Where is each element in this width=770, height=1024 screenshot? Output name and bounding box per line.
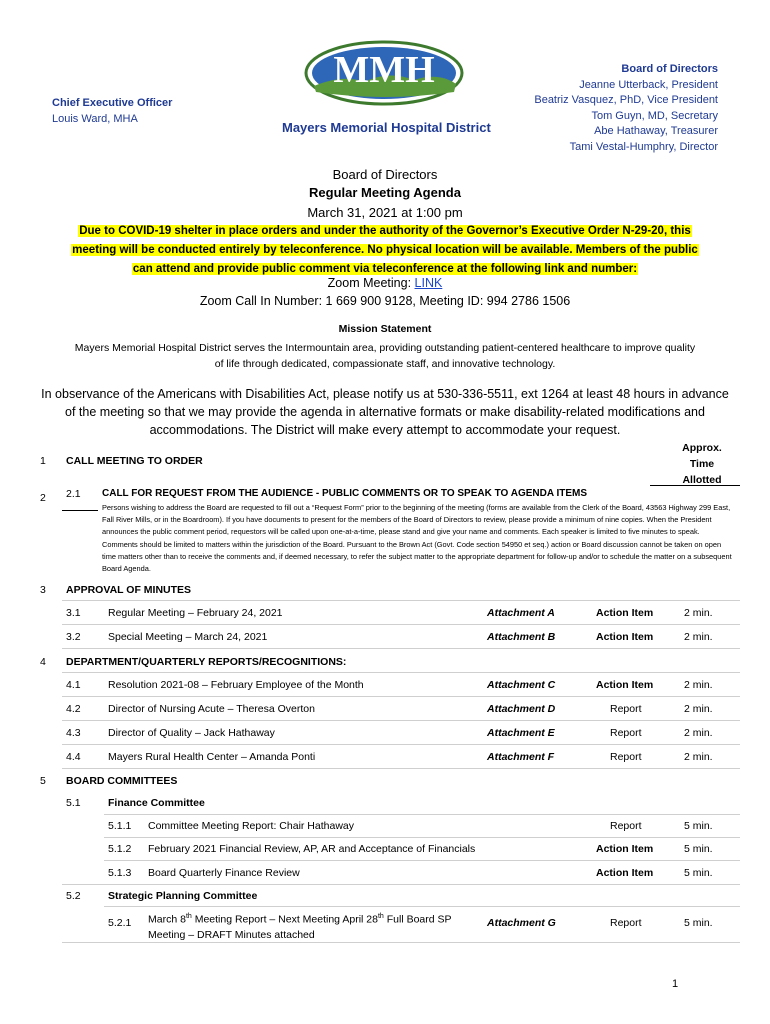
row-divider xyxy=(104,860,740,861)
attachment-label: Attachment C xyxy=(487,679,556,691)
mission-title: Mission Statement xyxy=(338,323,432,335)
item-time: 2 min. xyxy=(684,679,713,691)
allotted-label: Allotted xyxy=(682,474,722,486)
item-description: February 2021 Financial Review, AP, AR and Acceptance of Financials xyxy=(148,843,476,855)
superscript: th xyxy=(377,913,384,920)
zoom-meeting xyxy=(0,276,770,290)
approx-time-header xyxy=(670,440,734,488)
mmh-logo xyxy=(304,40,464,106)
desc-part: Meeting – DRAFT Minutes attached xyxy=(148,928,315,941)
attachment-label: Attachment E xyxy=(487,727,555,739)
ceo-name: Louis Ward, MHA xyxy=(52,113,138,125)
item-number: 5.1.2 xyxy=(108,843,132,855)
board-member: Jeanne Utterback, President xyxy=(579,78,718,91)
item-description: Board Quarterly Finance Review xyxy=(148,867,300,879)
item-number: 5.1.3 xyxy=(108,867,132,879)
section-title: CALL MEETING TO ORDER xyxy=(66,455,203,467)
section-number: 3 xyxy=(40,584,46,596)
section-number: 4 xyxy=(40,656,46,668)
divider xyxy=(62,510,98,511)
page-number: 1 xyxy=(672,978,679,990)
notice-line2: meeting will be conducted entirely by teleconference. No physical location will be available. Members of the public xyxy=(72,244,698,256)
ceo-title: Chief Executive Officer xyxy=(52,97,173,109)
item-type: Report xyxy=(610,820,642,832)
row-divider xyxy=(104,814,740,815)
item-time: 5 min. xyxy=(684,867,713,879)
attachment-label: Attachment B xyxy=(487,631,556,643)
mission-text: Mayers Memorial Hospital District serves the Intermountain area, providing outstanding patient-centered healthcare to improve quality of life through dedicated, compassionate staff, and innovative technology. xyxy=(74,342,696,370)
item-description: Special Meeting – March 24, 2021 xyxy=(108,631,268,643)
section-number: 2 xyxy=(40,492,46,504)
board-title: Board of Directors xyxy=(621,63,718,75)
desc-part: March 8 xyxy=(148,913,186,926)
row-divider xyxy=(62,884,740,885)
divider xyxy=(650,485,740,486)
zoom-call-in: Zoom Call In Number: 1 669 900 9128, Meeting ID: 994 2786 1506 xyxy=(199,294,571,308)
logo-text: MMH xyxy=(333,49,435,91)
row-divider xyxy=(62,696,740,697)
row-divider xyxy=(62,648,740,649)
item-number: 3.1 xyxy=(66,607,81,619)
section-number: 1 xyxy=(40,455,46,467)
item-description: Committee Meeting Report: Chair Hathaway xyxy=(148,820,355,832)
title-line3: March 31, 2021 at 1:00 pm xyxy=(307,205,463,220)
item-type: Report xyxy=(610,703,642,715)
item-time: 5 min. xyxy=(684,820,713,832)
item-number: 4.3 xyxy=(66,727,81,739)
time-label: Time xyxy=(689,458,715,470)
ada-notice: In observance of the Americans with Disabilities Act, please notify us at 530-336-5511, ext 1264 at least 48 hours in advance of the meeting so that we may provide the agenda in alternative formats or make disability-related modifications and accommodations. The District will make every attempt to accommodate your request. xyxy=(41,387,729,437)
row-divider xyxy=(104,906,740,907)
item-time: 2 min. xyxy=(684,607,713,619)
zoom-meeting-label: Zoom Meeting: xyxy=(327,276,415,290)
board-member: Beatriz Vasquez, PhD, Vice President xyxy=(534,94,718,106)
item-time: 5 min. xyxy=(684,843,713,855)
item-number: 5.1.1 xyxy=(108,820,132,832)
row-divider xyxy=(62,744,740,745)
committee-title: Finance Committee xyxy=(108,797,205,809)
section-title: APPROVAL OF MINUTES xyxy=(66,584,192,596)
row-divider xyxy=(62,942,740,943)
board-block xyxy=(534,62,718,155)
notice-line1: Due to COVID-19 shelter in place orders and under the authority of the Governor’s Executive Order N-29-20, this xyxy=(79,225,691,237)
row-divider xyxy=(62,624,740,625)
item-time: 2 min. xyxy=(684,751,713,763)
item-type: Report xyxy=(610,727,642,739)
item-type: Action Item xyxy=(596,679,654,691)
item-number: 5.2.1 xyxy=(108,917,132,929)
item-time: 5 min. xyxy=(684,917,713,929)
attachment-label: Attachment D xyxy=(487,703,556,715)
desc-part: Full Board SP xyxy=(383,913,452,926)
item-number: 4.2 xyxy=(66,703,81,715)
attachment-label: Attachment F xyxy=(487,751,555,763)
item-number: 2.1 xyxy=(66,488,81,500)
board-member: Tami Vestal-Humphry, Director xyxy=(569,140,718,153)
item-description: Director of Nursing Acute – Theresa Overton xyxy=(108,703,315,715)
item-description: Resolution 2021-08 – February Employee of the Month xyxy=(108,679,364,691)
superscript: th xyxy=(185,913,192,920)
item-description: Regular Meeting – February 24, 2021 xyxy=(108,607,283,619)
item-time: 2 min. xyxy=(684,727,713,739)
item-time: 2 min. xyxy=(684,631,713,643)
row-divider xyxy=(62,768,740,769)
zoom-link[interactable]: LINK xyxy=(414,276,443,290)
item-type: Action Item xyxy=(596,631,654,643)
row-divider xyxy=(62,672,740,673)
row-divider xyxy=(62,600,740,601)
ceo-block xyxy=(52,95,172,127)
board-member: Abe Hathaway, Treasurer xyxy=(594,125,718,137)
item-type: Action Item xyxy=(596,843,654,855)
item-description: Director of Quality – Jack Hathaway xyxy=(108,727,275,739)
approx-label: Approx. xyxy=(682,442,722,454)
notice-line3: can attend and provide public comment via teleconference at the following link and number: xyxy=(132,263,638,275)
item-type: Action Item xyxy=(596,607,654,619)
item-number: 4.1 xyxy=(66,679,81,691)
row-divider xyxy=(104,837,740,838)
covid-notice xyxy=(0,222,770,279)
title-line2: Regular Meeting Agenda xyxy=(309,185,461,200)
section-title: DEPARTMENT/QUARTERLY REPORTS/RECOGNITIONS: xyxy=(66,656,347,668)
row-divider xyxy=(62,720,740,721)
item-type: Report xyxy=(610,917,642,929)
item-number: 3.2 xyxy=(66,631,81,643)
committee-title: Strategic Planning Committee xyxy=(108,890,258,902)
attachment-label: Attachment A xyxy=(487,607,555,619)
section-number: 5 xyxy=(40,775,46,787)
section-title: BOARD COMMITTEES xyxy=(66,775,178,787)
item-description: Mayers Rural Health Center – Amanda Ponti xyxy=(108,751,316,763)
section-title: CALL FOR REQUEST FROM THE AUDIENCE - PUBLIC COMMENTS OR TO SPEAK TO AGENDA ITEMS xyxy=(102,488,588,499)
public-comment-text: Persons wishing to address the Board are requested to fill out a “Request Form” prior to the beginning of the meeting (forms are available from the Clerk of the Board, 43563 Highway 299 East, Fall River Mills, or in the Boardroom). If you have documents to present for the members of the Board of Directors to review, please provide a minimum of nine copies. When the President announces the public comment period, requestors will be called upon one-at-a-time, please stand and give your name and comments. Each speaker is limited to five minutes to speak. Comments should be limited to matters within the jurisdiction of the Board. Pursuant to the Brown Act (Govt. Code section 54950 et seq.) action or Board discussion cannot be taken on open time matters other than to receive the comments and, if deemed necessary, to refer the subject matter to the appropriate department for follow-up and/or to schedule the matter on a subsequent Board Agenda. xyxy=(102,503,732,574)
item-number: 5.2 xyxy=(66,890,81,902)
district-name: Mayers Memorial Hospital District xyxy=(282,120,491,135)
item-description xyxy=(148,909,452,943)
item-time: 2 min. xyxy=(684,703,713,715)
item-number: 4.4 xyxy=(66,751,81,763)
item-number: 5.1 xyxy=(66,797,81,809)
item-type: Report xyxy=(610,751,642,763)
attachment-label: Attachment G xyxy=(487,917,556,929)
item-type: Action Item xyxy=(596,867,654,879)
title-line1: Board of Directors xyxy=(332,167,438,182)
board-member: Tom Guyn, MD, Secretary xyxy=(591,109,718,122)
desc-part: Meeting Report – Next Meeting April 28 xyxy=(191,913,378,926)
